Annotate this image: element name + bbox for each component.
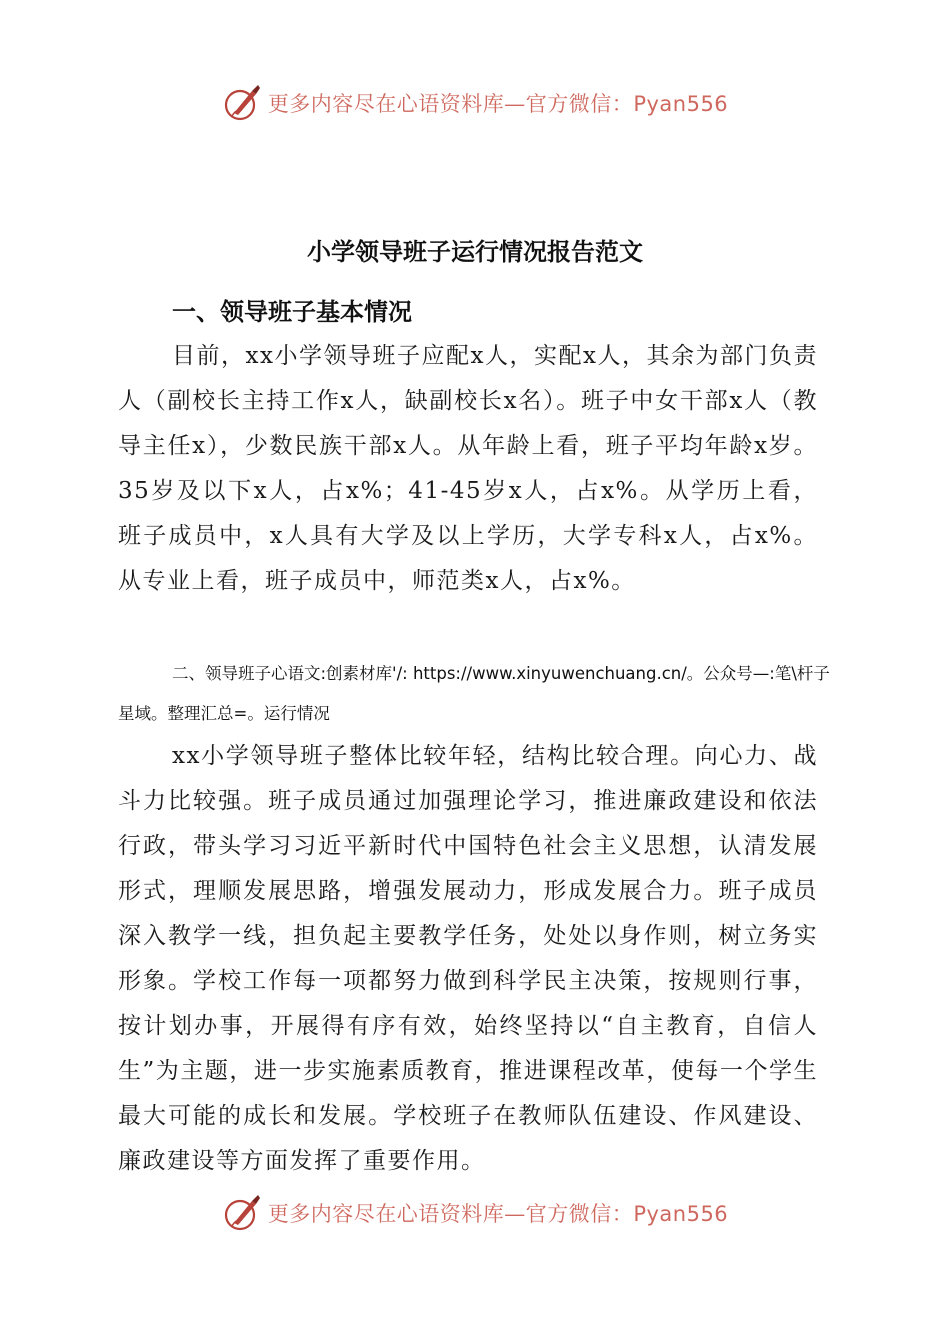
- watermark-text-main: 更多内容尽在心语资料库—官方微信：: [267, 1202, 634, 1226]
- pen-quill-logo-icon: [222, 1193, 262, 1233]
- watermark-wechat-id: Pyan556: [633, 92, 729, 116]
- watermark-wechat-id: Pyan556: [633, 1202, 729, 1226]
- watermark-text-main: 更多内容尽在心语资料库—官方微信：: [267, 92, 634, 116]
- section2-body: xx小学领导班子整体比较年轻，结构比较合理。向心力、战斗力比较强。班子成员通过加强理论学习，推进廉政建设和依法行政，带头学习习近平新时代中国特色社会主义思想，认清发展形式，理顺发展思路，增强发展动力，形成发展合力。班子成员深入教学一线，担负起主要教学任务，处处以身作则，树立务实形象。学校工作每一项都努力做到科学民主决策，按规则行事，按计划办事，开展得有序有效，始终坚持以“自主教育，自信人生”为主题，进一步实施素质教育，推进课程改革，使每一个学生最大可能的成长和发展。学校班子在教师队伍建设、作风建设、廉政建设等方面发挥了重要作用。: [118, 743, 818, 1174]
- watermark-text: [268, 1198, 728, 1228]
- section2-heading: 二、领导班子心语文:创素材库'/: https://www.xinyuwenchuang.cn/。公众号—:笔\杆子星域。整理汇总=。运行情况: [118, 664, 830, 723]
- document-title: 小学领导班子运行情况报告范文: [307, 238, 643, 266]
- section1-heading: 一、领导班子基本情况: [172, 298, 412, 326]
- section1-body: 目前，xx小学领导班子应配x人，实配x人，其余为部门负责人（副校长主持工作x人，缺副校长x名）。班子中女干部x人（教导主任x），少数民族干部x人。从年龄上看，班子平均年龄x岁。35岁及以下x人，占x%；41-45岁x人，占x%。从学历上看，班子成员中，x人具有大学及以上学历，大学专科x人，占x%。从专业上看，班子成员中，师范类x人，占x%。: [118, 343, 818, 594]
- watermark-banner-bottom: [0, 1188, 950, 1238]
- watermark-banner-top: [0, 78, 950, 128]
- watermark-text: [268, 88, 728, 118]
- pen-quill-logo-icon: [222, 83, 262, 123]
